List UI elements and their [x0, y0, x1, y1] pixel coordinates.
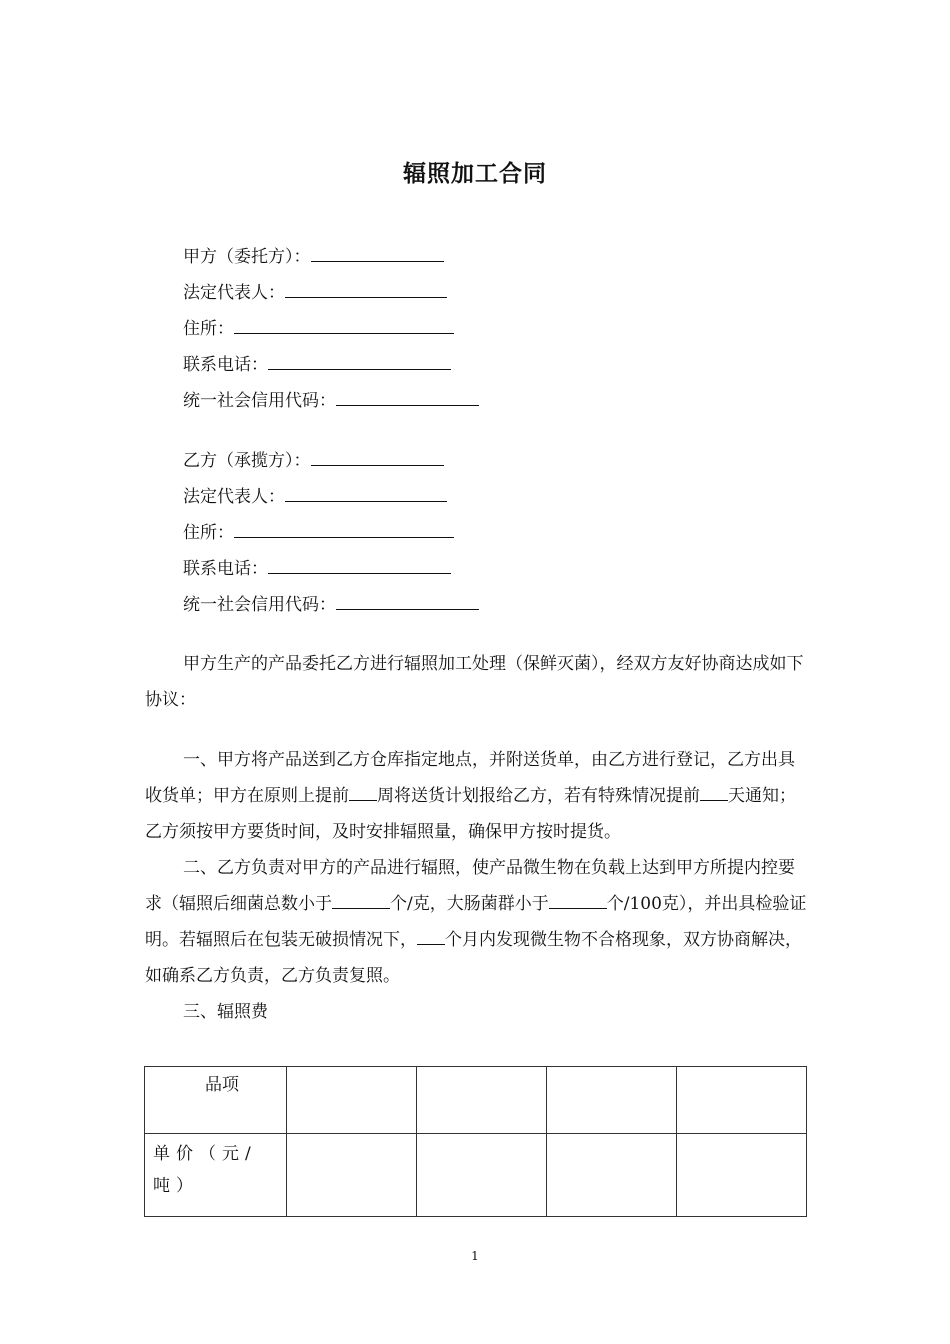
table-cell[interactable]	[287, 1134, 417, 1217]
party-a-phone-label: 联系电话：	[183, 355, 268, 375]
clause-1-weeks-blank[interactable]	[349, 782, 377, 801]
clause-2-text-b: 个/克，大肠菌群小于	[390, 894, 549, 914]
party-a-address-blank[interactable]	[234, 315, 454, 334]
party-a-label: 甲方（委托方）：	[183, 247, 311, 267]
table-cell[interactable]	[287, 1067, 417, 1134]
table-row	[145, 1134, 807, 1217]
clause-1-days-blank[interactable]	[700, 782, 728, 801]
party-b-representative-label: 法定代表人：	[183, 487, 285, 507]
party-a-credit-code-label: 统一社会信用代码：	[183, 391, 336, 411]
clause-3: 三、辐照费	[183, 1002, 268, 1022]
clauses-block	[145, 742, 810, 1030]
party-a-address-line	[183, 315, 454, 341]
party-a-credit-code-line	[183, 387, 479, 413]
clause-2-text-c: 个/100克），并出具检验证明。若辐照后在包装无破损情况下，	[145, 894, 807, 950]
intro-paragraph	[145, 646, 810, 718]
clause-1-text-b: 周将送货计划报给乙方，若有特殊情况提前	[377, 786, 700, 806]
party-b-representative-blank[interactable]	[285, 483, 447, 502]
fee-table	[144, 1066, 807, 1217]
party-b-blank[interactable]	[311, 447, 444, 466]
table-cell-price-label	[145, 1134, 287, 1217]
table-cell[interactable]	[677, 1067, 807, 1134]
table-cell[interactable]	[417, 1067, 547, 1134]
party-b-representative-line	[183, 483, 447, 509]
clause-2-bacteria-blank[interactable]	[332, 890, 390, 909]
table-cell[interactable]	[417, 1134, 547, 1217]
party-a-phone-blank[interactable]	[268, 351, 451, 370]
party-b-label: 乙方（承揽方）：	[183, 451, 311, 471]
page-title: 辐照加工合同	[403, 161, 547, 187]
table-cell[interactable]	[547, 1067, 677, 1134]
party-b-phone-blank[interactable]	[268, 555, 451, 574]
party-b-credit-code-blank[interactable]	[336, 591, 479, 610]
party-b-address-blank[interactable]	[234, 519, 454, 538]
party-a-address-label: 住所：	[183, 319, 234, 339]
party-a-credit-code-blank[interactable]	[336, 387, 479, 406]
table-cell-item-label	[145, 1067, 287, 1134]
party-b-address-label: 住所：	[183, 523, 234, 543]
clause-2	[145, 850, 810, 994]
party-b-line	[183, 447, 444, 473]
clause-1	[145, 742, 810, 850]
item-label-text: 品项	[205, 1075, 239, 1095]
table-row	[145, 1067, 807, 1134]
clause-2-months-blank[interactable]	[417, 926, 445, 945]
party-a-blank[interactable]	[311, 243, 444, 262]
clause-1-text-c: 天通知；乙方须按甲方要货时间，及时安排辐照量，确保甲方按时提货。	[145, 786, 796, 842]
party-b-phone-line	[183, 555, 451, 581]
clause-2-coliform-blank[interactable]	[549, 890, 607, 909]
party-a-representative-line	[183, 279, 447, 305]
price-label-text: 单价（元/吨）	[153, 1144, 257, 1196]
party-a-representative-blank[interactable]	[285, 279, 447, 298]
table-cell[interactable]	[547, 1134, 677, 1217]
table-cell[interactable]	[677, 1134, 807, 1217]
party-a-line	[183, 243, 444, 269]
party-b-credit-code-label: 统一社会信用代码：	[183, 595, 336, 615]
party-a-representative-label: 法定代表人：	[183, 283, 285, 303]
intro-text: 甲方生产的产品委托乙方进行辐照加工处理（保鲜灭菌），经双方友好协商达成如下协议：	[145, 654, 804, 710]
clause-2-text-a: 二、乙方负责对甲方的产品进行辐照，使产品微生物在负载上达到甲方所提内控要求（辐照后细菌总数小于	[145, 858, 795, 914]
party-b-phone-label: 联系电话：	[183, 559, 268, 579]
party-b-credit-code-line	[183, 591, 479, 617]
clause-1-text-a: 一、甲方将产品送到乙方仓库指定地点，并附送货单，由乙方进行登记，乙方出具收货单；甲方在原则上提前	[145, 750, 795, 806]
party-b-address-line	[183, 519, 454, 545]
party-a-phone-line	[183, 351, 451, 377]
clause-2-text-d: 个月内发现微生物不合格现象，双方协商解决，如确系乙方负责，乙方负责复照。	[145, 930, 802, 986]
page-number: 1	[471, 1249, 479, 1263]
